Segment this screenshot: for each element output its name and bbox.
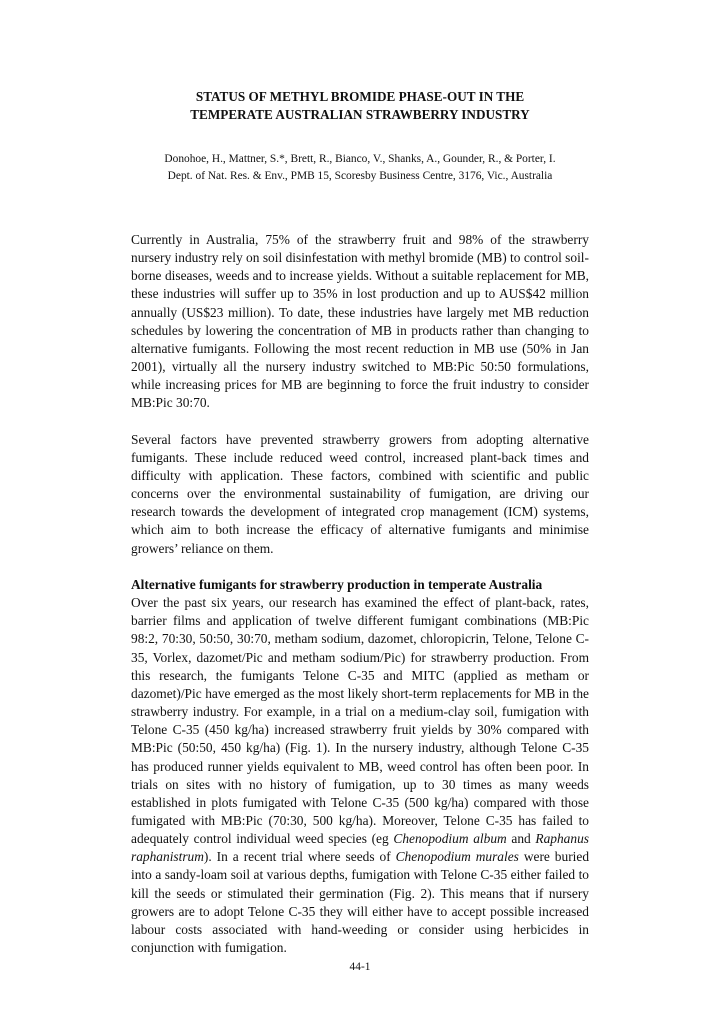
paragraph-2: Several factors have prevented strawberry growers from adopting alternative fumigants. These include reduced weed control, increased plant-back times and difficulty with application. These factors, combined with scientific and public concerns over the environmental sustainability of fumigation, are driving our research towards the development of integrated crop management (ICM) systems, which aim to both increase the efficacy of alternative fumigants and minimise growers’ reliance on them. bbox=[131, 431, 589, 556]
paragraph-1: Currently in Australia, 75% of the strawberry fruit and 98% of the strawberry nursery industry rely on soil disinfestation with methyl bromide (MB) to control soil-borne diseases, weeds and to increase yields. Without a suitable replacement for MB, these industries will suffer up to 35% in lost production and up to AUS$42 million annually (US$23 million). To date, these industries have largely met MB reduction schedules by lowering the concentration of MB in products rather than changing to alternative fumigants. Following the most recent reduction in MB use (50% in Jan 2001), virtually all the nursery industry switched to MB:Pic 50:50 formulations, while increasing prices for MB are beginning to force the fruit industry to consider MB:Pic 30:70. bbox=[131, 232, 589, 411]
body-text bbox=[131, 231, 589, 975]
paragraph-3-and: and bbox=[506, 831, 536, 847]
paragraph-3-part-2: ). In a recent trial where seeds of bbox=[203, 849, 396, 865]
page-number: 44-1 bbox=[349, 961, 371, 973]
paragraph-3 bbox=[131, 594, 589, 957]
author-names: Donohoe, H., Mattner, S.*, Brett, R., Bianco, V., Shanks, A., Gounder, R., & Porter, I. bbox=[164, 153, 556, 165]
paper-title bbox=[90, 88, 630, 124]
paragraph-3-part-3: were buried into a sandy-loam soil at various depths, fumigation with Telone C-35 either failed to kill the seeds or stimulated their germination (Fig. 2). This means that if nursery growers are to adopt Telone C-35 they will either have to accept possible increased labour costs associated with hand-weeding or consider using herbicides in conjunction with fumigation. bbox=[131, 849, 590, 956]
author-affiliation: Dept. of Nat. Res. & Env., PMB 15, Scoresby Business Centre, 3176, Vic., Australia bbox=[167, 170, 553, 182]
paragraph-3-part-1: Over the past six years, our research has examined the effect of plant-back, rates, barrier films and application of twelve different fumigant combinations (MB:Pic 98:2, 70:30, 50:50, 30:70, metham sodium, dazomet, chloropicrin, Telone, Telone C-35, Vorlex, dazomet/Pic and metham sodium/Pic) for strawberry production. From this research, the fumigants Telone C-35 and MITC (applied as metham or dazomet)/Pic have emerged as the most likely short-term replacements for MB in the strawberry industry. For example, in a trial on a medium-clay soil, fumigation with Telone C-35 (450 kg/ha) increased strawberry fruit yields by 30% compared with MB:Pic (50:50, 450 kg/ha) (Fig. 1). In the nursery industry, although Telone C-35 has produced runner yields equivalent to MB, weed control has often been poor. In trials on sites with no history of fumigation, up to 30 times as many weeds established in plots fumigated with Telone C-35 (500 kg/ha) compared with those fumigated with MB:Pic (70:30, 500 kg/ha). Moreover, Telone C-35 has failed to adequately control individual weed species (eg bbox=[131, 595, 589, 847]
paper-title-line-1: STATUS OF METHYL BROMIDE PHASE-OUT IN THE bbox=[195, 89, 525, 104]
paper-title-line-2: TEMPERATE AUSTRALIAN STRAWBERRY INDUSTRY bbox=[190, 107, 530, 122]
species-name: Chenopodium album bbox=[393, 831, 507, 847]
species-name: Chenopodium murales bbox=[395, 849, 519, 865]
section-heading: Alternative fumigants for strawberry production in temperate Australia bbox=[131, 576, 543, 592]
species-name: Raphanus raphanistrum bbox=[131, 831, 589, 865]
author-block bbox=[80, 151, 640, 185]
